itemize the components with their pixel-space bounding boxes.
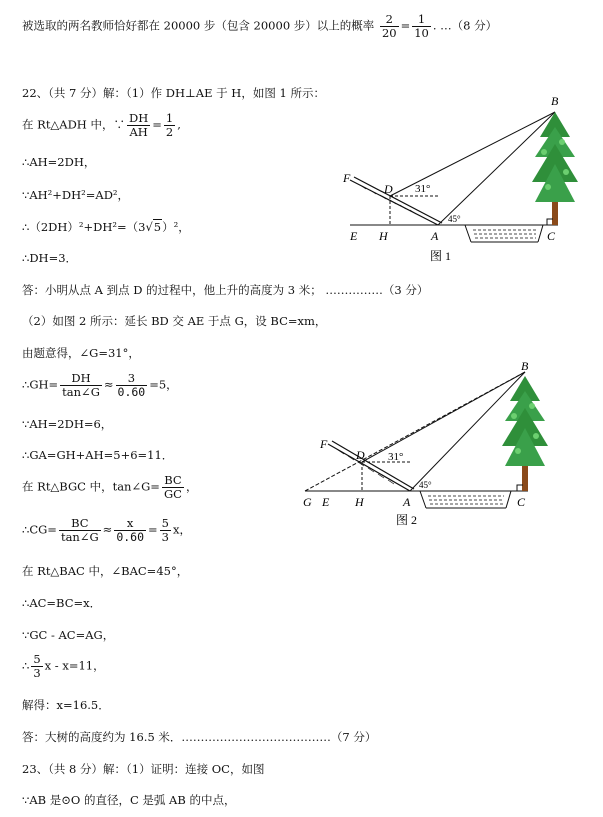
q22-p2-line-11: 解得：x=16.5． — [22, 698, 110, 712]
fraction: $\frac{DH}{AH}$ — [129, 111, 149, 139]
q22-part2-header: （2）如图 2 所示：延长 BD 交 AE 于点 G，设 BC=xm， — [22, 314, 327, 328]
figure-2 — [300, 358, 590, 528]
figure-1 — [340, 92, 590, 267]
line-AB — [438, 112, 555, 225]
fraction: $\frac{3}{0.60}$ — [117, 371, 146, 399]
label-A: A — [431, 229, 439, 243]
figure-caption: 图 1 — [430, 249, 452, 263]
water-edge — [506, 491, 511, 508]
label-E: E — [350, 229, 358, 243]
water-edge — [465, 225, 471, 242]
line-AB — [410, 372, 525, 491]
q22-p2-line-8: ∴AC=BC=x． — [22, 596, 102, 610]
q22-p2-line-3: ∵AH=2DH=6， — [22, 417, 113, 431]
q22-line-3: ∵AH²+DH²=AD²， — [22, 188, 130, 202]
q22-p2-line-1: 由题意得，∠G=31°， — [22, 346, 140, 360]
label-D: D — [384, 182, 393, 196]
label-D: D — [356, 448, 365, 462]
angle-45: 45° — [448, 214, 461, 224]
q22-answer-2: 答：大树的高度约为 16.5 米．…………………………………（7 分） — [22, 730, 377, 744]
label-C: C — [517, 495, 526, 509]
q22-p2-line-5: 在 Rt△BGC 中，tan∠G= $\frac{BC}{GC}$ ， — [22, 473, 198, 501]
q22-line-4: ∴（2DH）²+DH²=（3√5）²， — [22, 220, 190, 234]
water-hatch — [428, 496, 504, 504]
q23-line-1: ∵AB 是⊙O 的直径，C 是弧 AB 的中点， — [22, 793, 236, 807]
q22-p2-line-4: ∴GA=GH+AH=5+6=11． — [22, 448, 174, 462]
tree-icon — [532, 112, 578, 225]
q22-p2-line-9: ∵GC - AC=AG， — [22, 628, 115, 642]
label-H: H — [379, 229, 388, 243]
fraction: $\frac{BC}{GC}$ — [163, 473, 182, 501]
q22-line-1: 在 Rt△ADH 中，∵ $\frac{DH}{AH}$ = $\frac{1}{2}$ , — [22, 111, 181, 139]
label-A: A — [403, 495, 411, 509]
q21-line: 被选取的两名教师恰好都在 20000 步（包含 20000 步）以上的概率 $\frac{2}{20}$ = $\frac{1}{10}$ . …（8 分） — [22, 12, 498, 40]
fraction: $\frac{DH}{\tan\angle G}$ — [62, 371, 100, 399]
label-E: E — [322, 495, 330, 509]
fraction: $\frac{BC}{\tan\angle G}$ — [60, 516, 99, 544]
q22-p2-line-10: ∴ $\frac{5}{3}$ x - x=11， — [22, 652, 105, 680]
label-H: H — [355, 495, 364, 509]
q22-line-5: ∴DH=3． — [22, 251, 78, 265]
q22-line-2: ∴AH=2DH， — [22, 155, 96, 169]
fraction: $\frac{1}{10}$ — [414, 12, 429, 40]
tree-icon — [502, 376, 548, 491]
water-edge — [538, 225, 543, 242]
angle-45: 45° — [419, 480, 432, 490]
fraction: $\frac{1}{2}$ — [165, 111, 174, 139]
label-B: B — [551, 94, 559, 108]
line-DB — [362, 372, 525, 462]
fraction: $\frac{x}{0.60}$ — [116, 516, 145, 544]
q22-p2-line-6: ∴CG= $\frac{BC}{\tan\angle G}$ ≈ $\frac{x}{0.60}$ = $\frac{5}{3}$ x， — [22, 516, 191, 544]
q23-header: 23、（共 8 分）解：（1）证明：连接 OC，如图 — [22, 762, 265, 776]
fraction: $\frac{5}{3}$ — [161, 516, 169, 544]
water-hatch — [473, 230, 536, 238]
water-edge — [420, 491, 426, 508]
fraction: $\frac{2}{20}$ — [381, 12, 397, 40]
q22-p2-line-2: ∴GH= $\frac{DH}{\tan\angle G}$ ≈ $\frac{3}{0.60}$ =5， — [22, 371, 178, 399]
slope-edge — [332, 441, 414, 489]
label-B: B — [521, 359, 529, 373]
angle-31: 31° — [415, 183, 431, 195]
fraction: $\frac{5}{3}$ — [33, 652, 41, 680]
angle-31: 31° — [388, 451, 404, 463]
label-F: F — [320, 437, 328, 451]
q22-p2-line-7: 在 Rt△BAC 中，∠BAC=45°， — [22, 564, 189, 578]
q22-header: 22、（共 7 分）解：（1）作 DH⊥AE 于 H，如图 1 所示： — [22, 86, 325, 100]
figure-caption: 图 2 — [396, 513, 418, 527]
label-C: C — [547, 229, 556, 243]
label-G: G — [303, 495, 312, 509]
q22-answer-1: 答：小明从点 A 到点 D 的过程中，他上升的高度为 3 米； ……………（3 分） — [22, 283, 429, 297]
label-F: F — [343, 171, 351, 185]
